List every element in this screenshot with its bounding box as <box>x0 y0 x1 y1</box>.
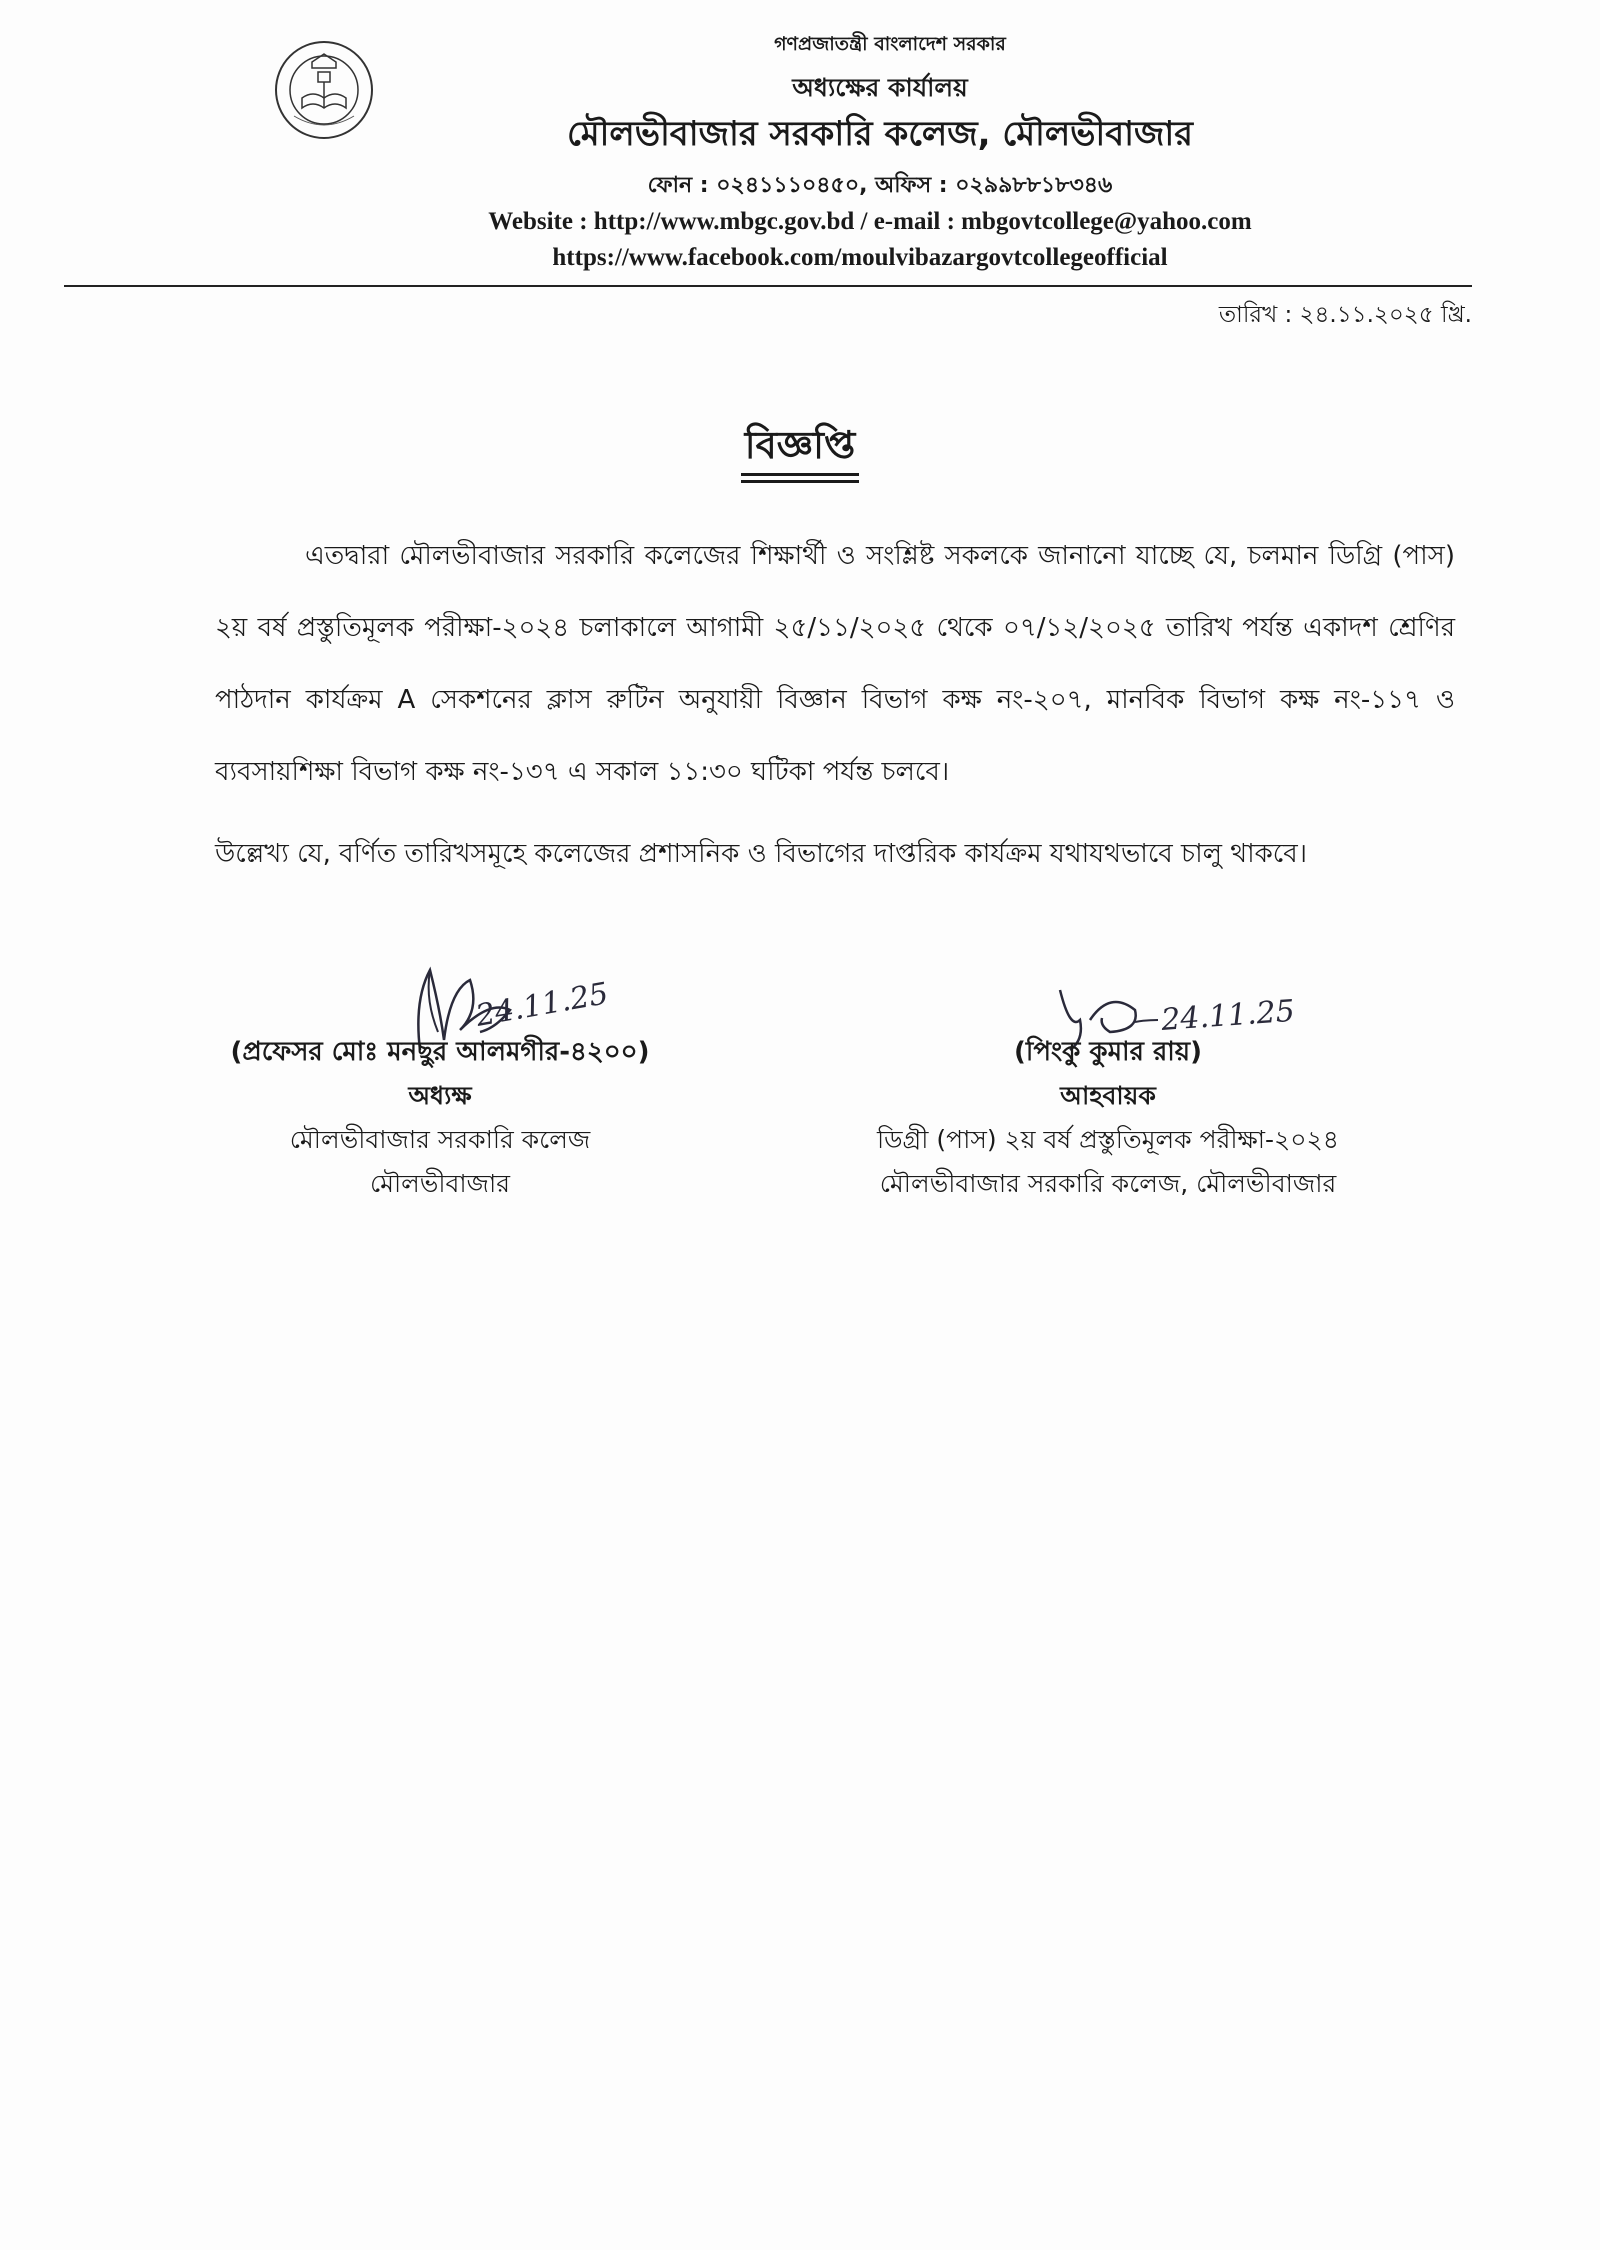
convener-designation: আহবায়ক <box>1060 1081 1156 1110</box>
notice-body <box>215 520 1455 890</box>
signatory-principal <box>160 1030 720 1206</box>
principal-designation: অধ্যক্ষ <box>408 1081 472 1110</box>
header-office: অধ্যক্ষের কার্যালয় <box>792 73 968 102</box>
notice-paragraph-2: উল্লেখ্য যে, বর্ণিত তারিখসমূহে কলেজের প্রশাসনিক ও বিভাগের দাপ্তরিক কার্যক্রম যথাযথভাবে চালু থাকবে। <box>215 839 1308 869</box>
notice-title-text: বিজ্ঞপ্তি <box>741 423 860 476</box>
convener-college: মৌলভীবাজার সরকারি কলেজ, মৌলভীবাজার <box>879 1169 1337 1198</box>
signatory-convener <box>808 1030 1408 1206</box>
header-government: গণপ্রজাতন্ত্রী বাংলাদেশ সরকার <box>774 33 1006 55</box>
notice-title <box>0 416 1600 480</box>
principal-location: মৌলভীবাজার <box>369 1169 511 1198</box>
header-website-email: Website : http://www.mbgc.gov.bd / e-mail : mbgovtcollege@yahoo.com <box>488 208 1252 235</box>
convener-exam: ডিগ্রী (পাস) ২য় বর্ষ প্রস্তুতিমূলক পরীক্ষা-২০২৪ <box>876 1125 1340 1154</box>
principal-name: (প্রফেসর মোঃ মনছুর আলমগীর-৪২০০) <box>230 1037 650 1067</box>
header-college-name: মৌলভীবাজার সরকারি কলেজ, মৌলভীবাজার <box>567 114 1193 154</box>
principal-signature-date: 24.11.25 <box>473 976 611 1034</box>
notice-date: তারিখ : ২৪.১১.২০২৫ খ্রি. <box>1218 302 1472 328</box>
convener-signature-date: 24.11.25 <box>1160 993 1296 1038</box>
header-divider <box>64 285 1472 287</box>
notice-paragraph-1: এতদ্বারা মৌলভীবাজার সরকারি কলেজের শিক্ষার্থী ও সংশ্লিষ্ট সকলকে জানানো যাচ্ছে যে, চলমান ডিগ্রি (পাস) ২য় বর্ষ প্রস্তুতিমূলক পরীক্ষা-২০২৪ চলাকালে আগামী ২৫/১১/২০২৫ থেকে ০৭/১২/২০২৫ তারিখ পর্যন্ত একাদশ শ্রেণির পাঠদান কার্যক্রম A সেকশনের ক্লাস রুটিন অনুযায়ী বিজ্ঞান বিভাগ কক্ষ নং-২০৭, মানবিক বিভাগ কক্ষ নং-১১৭ ও ব্যবসায়শিক্ষা বিভাগ কক্ষ নং-১৩৭ এ সকাল ১১:৩০ ঘটিকা পর্যন্ত চলবে। <box>215 541 1455 787</box>
convener-name: (পিংকু কুমার রায়) <box>1014 1037 1202 1067</box>
header-phone: ফোন : ০২৪১১১০৪৫০, অফিস : ০২৯৯৮৮১৮৩৪৬ <box>647 173 1113 198</box>
principal-college: মৌলভীবাজার সরকারি কলেজ <box>289 1125 591 1154</box>
header-facebook: https://www.facebook.com/moulvibazargovtcollegeofficial <box>552 244 1168 271</box>
